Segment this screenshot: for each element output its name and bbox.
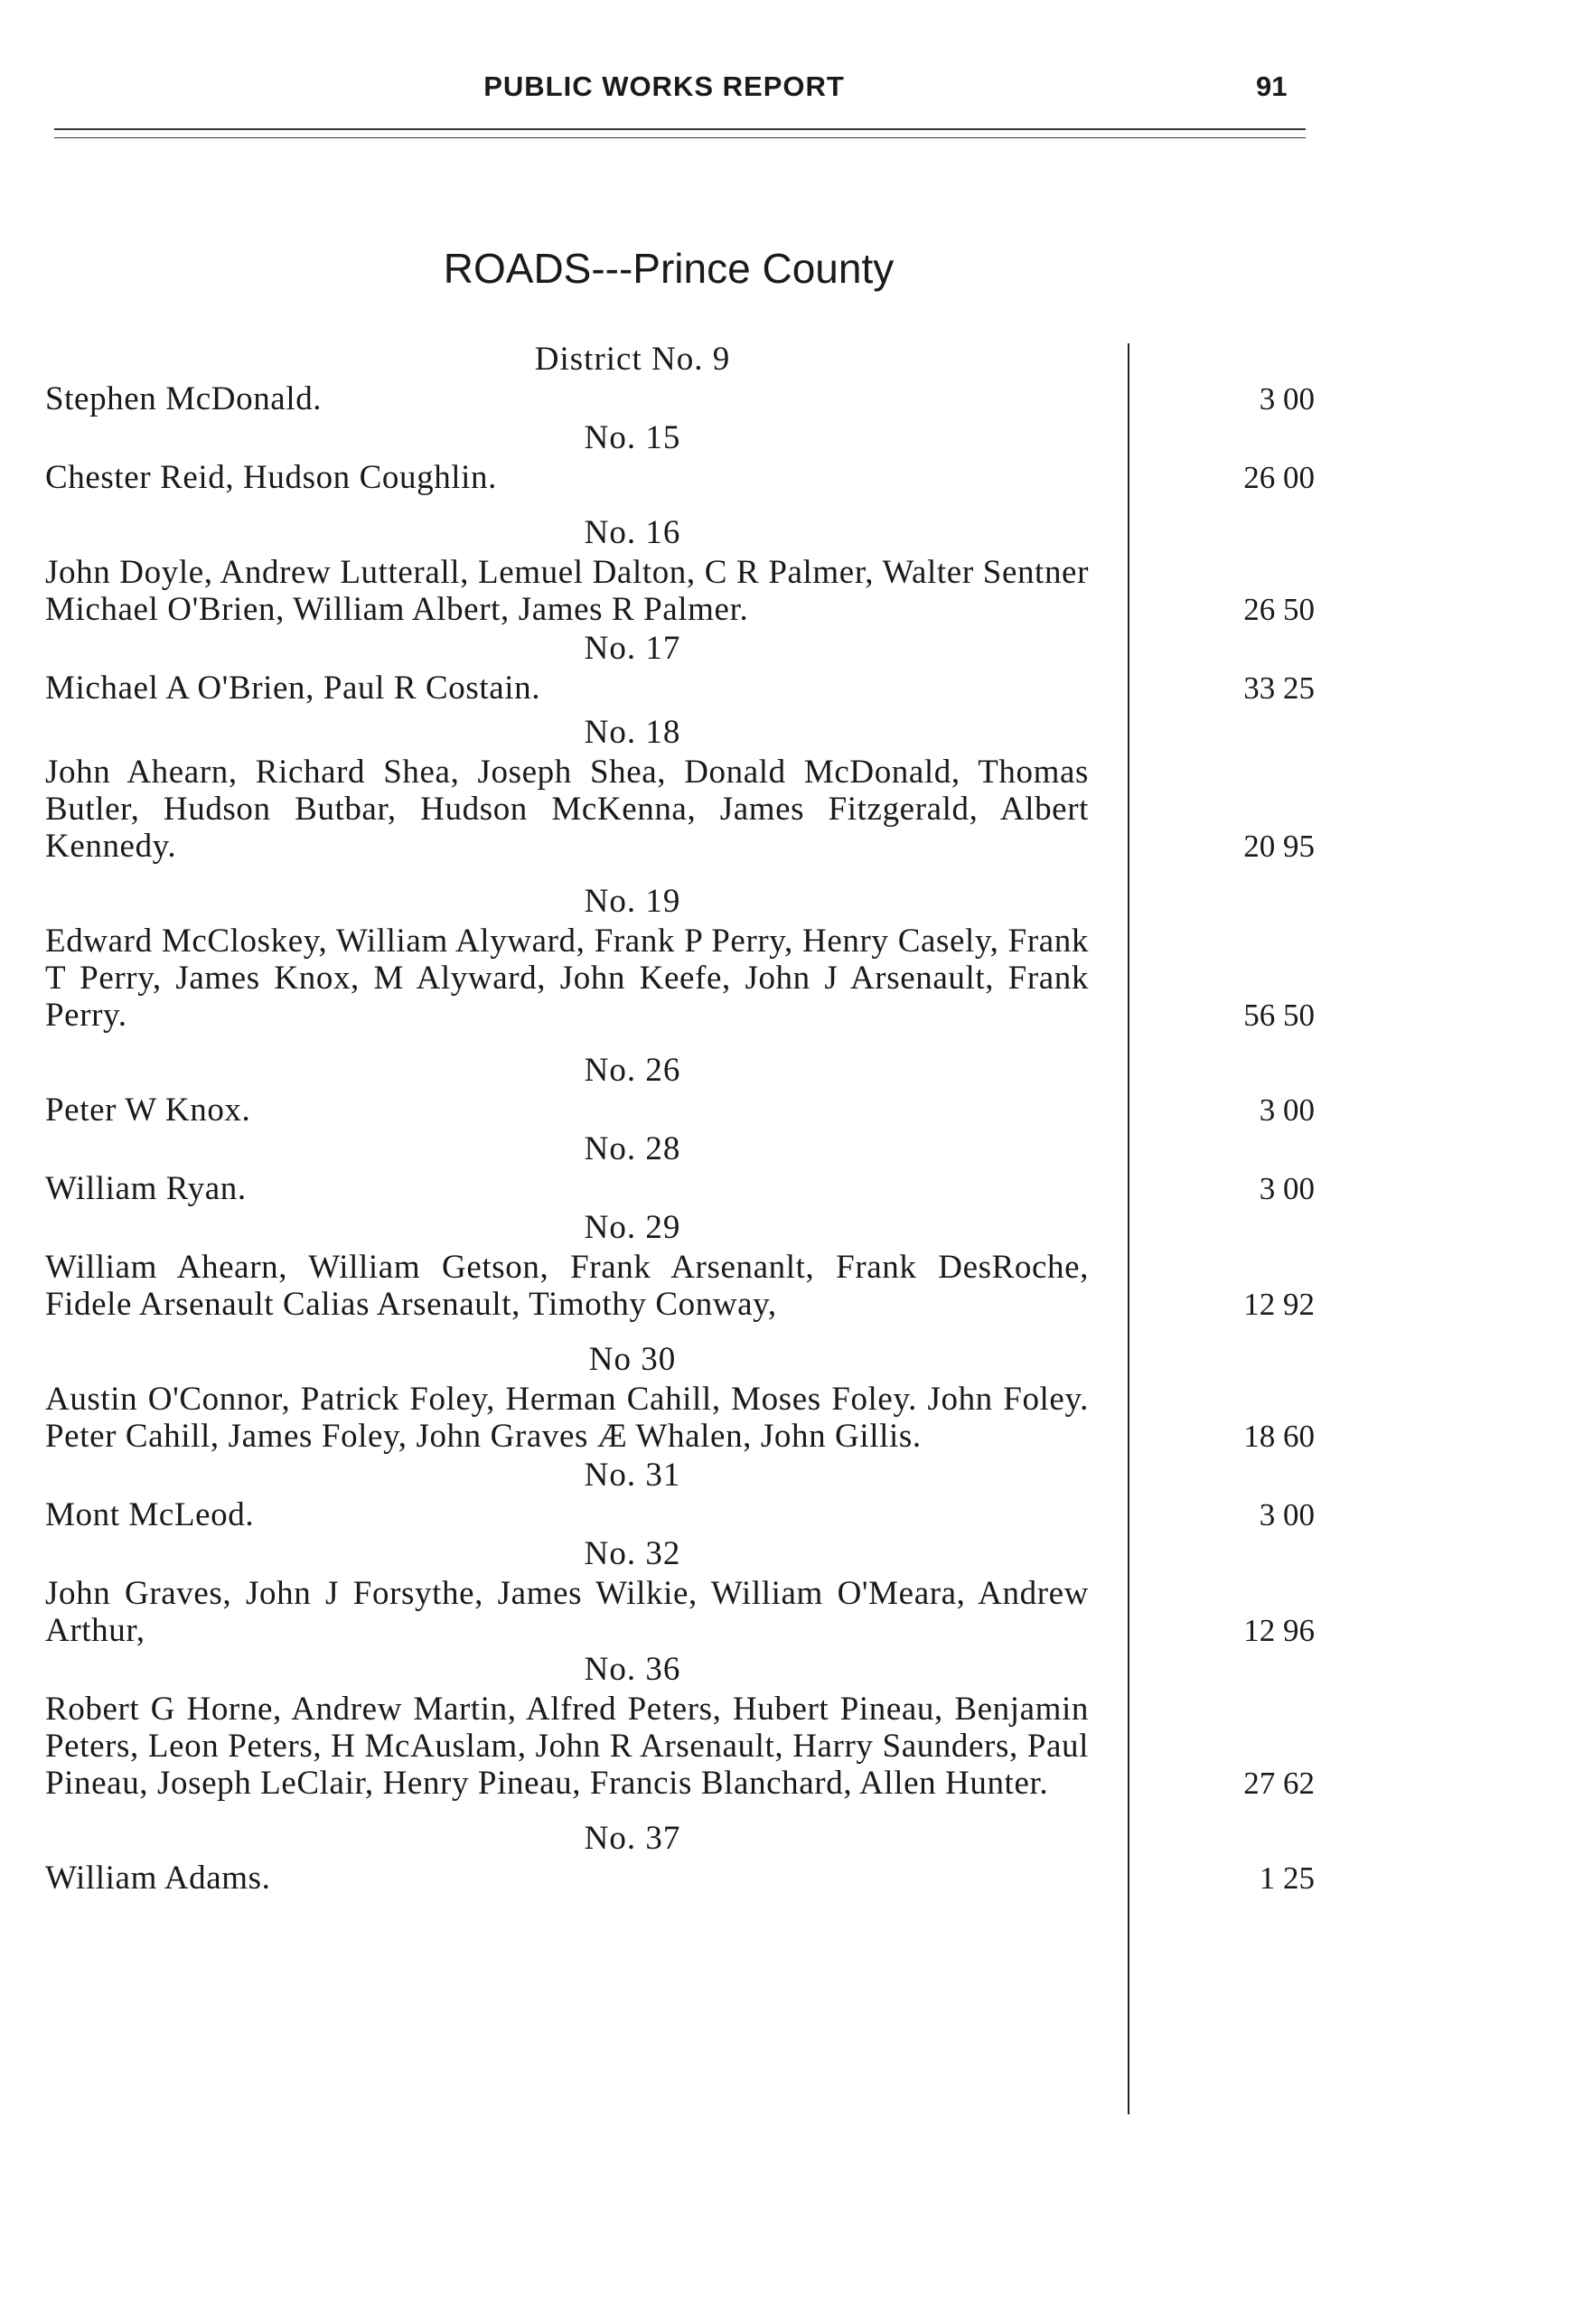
entry-row bbox=[0, 923, 1574, 1034]
district-entry bbox=[0, 512, 1574, 628]
district-entry bbox=[0, 1455, 1574, 1533]
amount: 26 00 bbox=[1243, 460, 1315, 495]
page-number: 91 bbox=[1256, 70, 1288, 102]
amount: 33 25 bbox=[1243, 670, 1315, 706]
worker-names: Peter W Knox. bbox=[45, 1092, 251, 1129]
district-list bbox=[0, 339, 1574, 1897]
worker-names: John Doyle, Andrew Lutterall, Lemuel Dalton, C R Palmer, Walter Sentner Michael O'Brien, William Albert, James R Palmer. bbox=[45, 554, 1089, 628]
entry-row bbox=[0, 1381, 1574, 1455]
header-rule-thin bbox=[54, 137, 1306, 138]
entry-row bbox=[0, 1496, 1574, 1533]
district-entry bbox=[0, 1207, 1574, 1323]
district-entry bbox=[0, 1339, 1574, 1455]
district-entry bbox=[0, 628, 1574, 707]
district-entry bbox=[0, 1050, 1574, 1129]
amount: 1 25 bbox=[1259, 1860, 1315, 1896]
entry-row bbox=[0, 1249, 1574, 1323]
amount: 12 92 bbox=[1243, 1287, 1315, 1322]
district-heading: No. 18 bbox=[584, 714, 681, 751]
district-entry bbox=[0, 881, 1574, 1034]
district-heading: No. 31 bbox=[584, 1457, 681, 1494]
entry-row bbox=[0, 1170, 1574, 1207]
district-heading: No. 36 bbox=[584, 1651, 681, 1688]
entry-row bbox=[0, 380, 1574, 417]
amount: 3 00 bbox=[1259, 1497, 1315, 1532]
entry-row bbox=[0, 1092, 1574, 1129]
district-heading: No. 16 bbox=[584, 514, 681, 551]
worker-names: Michael A O'Brien, Paul R Costain. bbox=[45, 670, 541, 707]
worker-names: John Graves, John J Forsythe, James Wilkie, William O'Meara, Andrew Arthur, bbox=[45, 1575, 1089, 1649]
amount: 3 00 bbox=[1259, 381, 1315, 417]
entry-row bbox=[0, 1860, 1574, 1897]
district-heading: No. 32 bbox=[584, 1535, 681, 1572]
entry-row bbox=[0, 1575, 1574, 1649]
district-heading: No. 26 bbox=[584, 1052, 681, 1089]
worker-names: William Adams. bbox=[45, 1860, 271, 1897]
district-heading: No 30 bbox=[588, 1341, 677, 1378]
district-entry bbox=[0, 339, 1574, 417]
district-heading: No. 17 bbox=[584, 630, 681, 667]
amount: 18 60 bbox=[1243, 1419, 1315, 1454]
worker-names: Mont McLeod. bbox=[45, 1496, 255, 1533]
entry-row bbox=[0, 754, 1574, 865]
entry-row bbox=[0, 670, 1574, 707]
district-heading: No. 19 bbox=[584, 883, 681, 920]
amount: 12 96 bbox=[1243, 1613, 1315, 1648]
amount: 3 00 bbox=[1259, 1171, 1315, 1206]
district-entry bbox=[0, 1818, 1574, 1897]
amount: 27 62 bbox=[1243, 1766, 1315, 1801]
worker-names: Chester Reid, Hudson Coughlin. bbox=[45, 459, 498, 496]
entry-row bbox=[0, 554, 1574, 628]
worker-names: Edward McCloskey, William Alyward, Frank P Perry, Henry Casely, Frank T Perry, James Knox, M Alyward, John Keefe, John J Arsenault, Frank Perry. bbox=[45, 923, 1089, 1034]
entry-row bbox=[0, 459, 1574, 496]
amount: 56 50 bbox=[1243, 998, 1315, 1033]
worker-names: Austin O'Connor, Patrick Foley, Herman Cahill, Moses Foley. John Foley. Peter Cahill, James Foley, John Graves Æ Whalen, John Gillis. bbox=[45, 1381, 1089, 1455]
amount: 26 50 bbox=[1243, 592, 1315, 627]
district-heading: No. 29 bbox=[584, 1209, 681, 1246]
worker-names: Robert G Horne, Andrew Martin, Alfred Peters, Hubert Pineau, Benjamin Peters, Leon Peters, H McAuslam, John R Arsenault, Harry Saunders, Paul Pineau, Joseph LeClair, Henry Pineau, Francis Blanchard, Allen Hunter. bbox=[45, 1691, 1089, 1802]
entry-row bbox=[0, 1691, 1574, 1802]
amount: 3 00 bbox=[1259, 1092, 1315, 1128]
district-heading: District No. 9 bbox=[534, 341, 731, 378]
page-title: ROADS---Prince County bbox=[443, 245, 895, 292]
district-entry bbox=[0, 712, 1574, 865]
amount: 20 95 bbox=[1243, 829, 1315, 864]
worker-names: William Ryan. bbox=[45, 1170, 247, 1207]
district-entry bbox=[0, 1533, 1574, 1649]
district-entry bbox=[0, 417, 1574, 496]
worker-names: William Ahearn, William Getson, Frank Arsenanlt, Frank DesRoche, Fidele Arsenault Calias Arsenault, Timothy Conway, bbox=[45, 1249, 1089, 1323]
running-title: PUBLIC WORKS REPORT bbox=[483, 70, 845, 102]
district-heading: No. 37 bbox=[584, 1820, 681, 1857]
district-entry bbox=[0, 1129, 1574, 1207]
page-header bbox=[0, 63, 1574, 117]
district-entry bbox=[0, 1649, 1574, 1802]
district-heading: No. 28 bbox=[584, 1130, 681, 1167]
worker-names: John Ahearn, Richard Shea, Joseph Shea, Donald McDonald, Thomas Butler, Hudson Butbar, Hudson McKenna, James Fitzgerald, Albert Kennedy. bbox=[45, 754, 1089, 865]
district-heading: No. 15 bbox=[584, 419, 681, 456]
header-rule bbox=[54, 128, 1306, 130]
worker-names: Stephen McDonald. bbox=[45, 380, 323, 417]
